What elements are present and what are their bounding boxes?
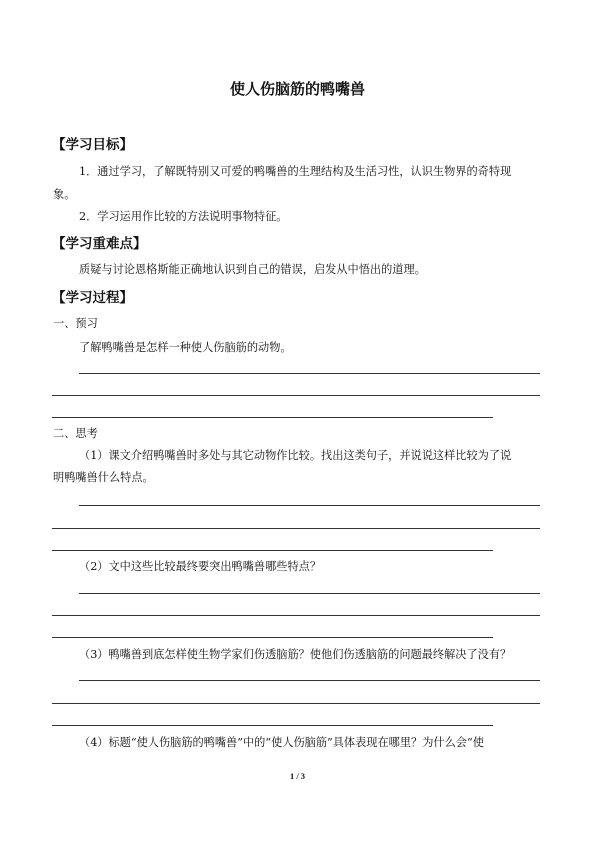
question-1: （1）课文介绍鸭嘴兽时多处与其它动物作比较。找出这类句子，并说说这样比较为了说: [79, 449, 512, 462]
section-heading-keypoints: 【学习重难点】: [52, 236, 147, 252]
answer-line[interactable]: [52, 550, 493, 551]
think-heading: 二、思考: [53, 427, 98, 440]
section-heading-goals: 【学习目标】: [52, 137, 133, 153]
goal-item-2: 2．学习运用作比较的方法说明事物特征。: [79, 210, 288, 223]
answer-line[interactable]: [79, 505, 540, 506]
page-number: 1 / 3: [289, 771, 306, 781]
answer-line[interactable]: [52, 615, 540, 616]
answer-line[interactable]: [52, 725, 493, 726]
answer-line[interactable]: [52, 528, 540, 529]
question-4: （4）标题“使人伤脑筋的鸭嘴兽”中的“使人伤脑筋”具体表现在哪里？为什么会“使: [79, 736, 484, 749]
goal-item-1-cont: 象。: [53, 188, 76, 201]
answer-line[interactable]: [52, 703, 540, 704]
answer-line[interactable]: [52, 417, 493, 418]
answer-line[interactable]: [79, 593, 540, 594]
question-2: （2）文中这些比较最终要突出鸭嘴兽哪些特点？: [79, 560, 322, 573]
keypoints-text: 质疑与讨论恩格斯能正确地认识到自己的错误，启发从中悟出的道理。: [79, 263, 426, 276]
question-1-cont: 明鸭嘴兽什么特点。: [53, 471, 154, 484]
answer-line[interactable]: [52, 395, 540, 396]
preview-heading: 一、预习: [53, 317, 98, 330]
preview-task: 了解鸭嘴兽是怎样一种使人伤脑筋的动物。: [79, 341, 292, 354]
page-title: 使人伤脑筋的鸭嘴兽: [229, 80, 365, 98]
question-3: （3）鸭嘴兽到底怎样使生物学家们伤透脑筋？使他们伤透脑筋的问题最终解决了没有？: [79, 648, 512, 661]
answer-line[interactable]: [79, 680, 540, 681]
section-heading-process: 【学习过程】: [52, 290, 133, 306]
answer-line[interactable]: [52, 637, 493, 638]
goal-item-1: 1．通过学习，了解既特别又可爱的鸭嘴兽的生理结构及生活习性，认识生物界的奇特现: [79, 165, 512, 178]
answer-line[interactable]: [79, 373, 540, 374]
